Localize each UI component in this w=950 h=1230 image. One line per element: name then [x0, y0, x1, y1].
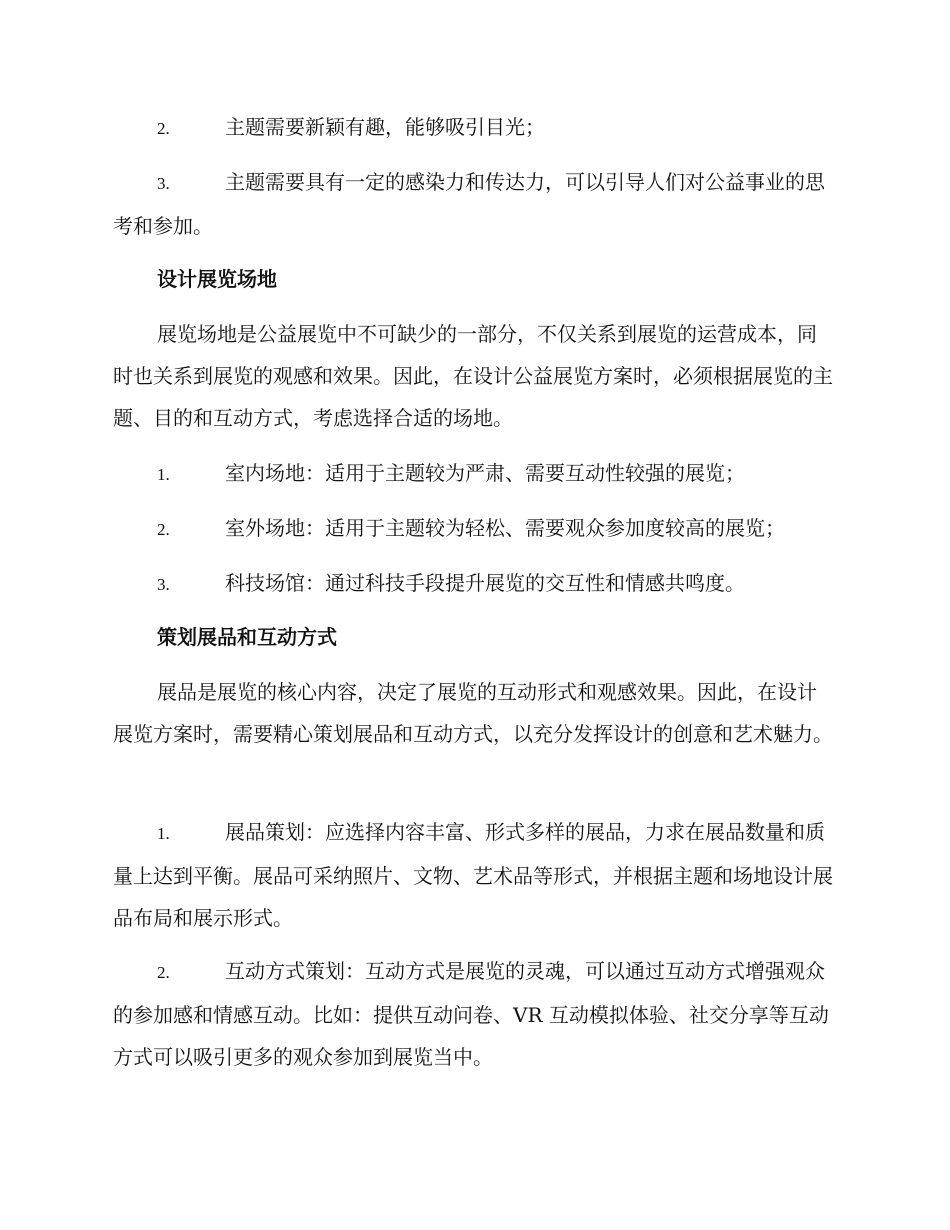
list-text: 科技场馆：通过科技手段提升展览的交互性和情感共鸣度。 [225, 571, 745, 595]
list-number: 3. [157, 174, 170, 193]
list-number: 2. [157, 520, 170, 539]
list-item [113, 507, 835, 551]
list-number: 1. [157, 824, 170, 843]
list-number: 2. [157, 119, 170, 138]
list-text: 展品策划：应选择内容丰富、形式多样的展品，力求在展品数量和质量上达到平衡。展品可采纳照片、文物、艺术品等形式，并根据主题和场地设计展品布局和展示形式。 [113, 820, 833, 930]
list-text: 室外场地：适用于主题较为轻松、需要观众参加度较高的展览； [225, 516, 785, 540]
list-number: 1. [157, 465, 170, 484]
list-item [113, 562, 835, 606]
list-text: 主题需要具有一定的感染力和传达力，可以引导人们对公益事业的思考和参加。 [113, 170, 825, 238]
list-item [113, 161, 835, 247]
section-heading: 设计展览场地 [157, 267, 277, 291]
list-item [113, 811, 835, 939]
list-number: 3. [157, 575, 170, 594]
list-number: 2. [157, 963, 170, 982]
list-item [113, 106, 835, 150]
list-item [113, 950, 835, 1078]
list-text: 互动方式策划：互动方式是展览的灵魂，可以通过互动方式增强观众的参加感和情感互动。比如：提供互动问卷、VR 互动模拟体验、社交分享等互动方式可以吸引更多的观众参加到展览当中。 [113, 959, 829, 1069]
section-heading: 策划展品和互动方式 [157, 625, 337, 649]
list-item [113, 452, 835, 496]
paragraph: 展览场地是公益展览中不可缺少的一部分，不仅关系到展览的运营成本，同时也关系到展览的观感和效果。因此，在设计公益展览方案时，必须根据展览的主题、目的和互动方式，考虑选择合适的场地。 [113, 322, 833, 430]
list-text: 主题需要新颖有趣，能够吸引目光； [225, 115, 545, 139]
paragraph: 展品是展览的核心内容，决定了展览的互动形式和观感效果。因此，在设计展览方案时，需要精心策划展品和互动方式，以充分发挥设计的创意和艺术魅力。 [113, 680, 833, 746]
list-text: 室内场地：适用于主题较为严肃、需要互动性较强的展览； [225, 461, 745, 485]
